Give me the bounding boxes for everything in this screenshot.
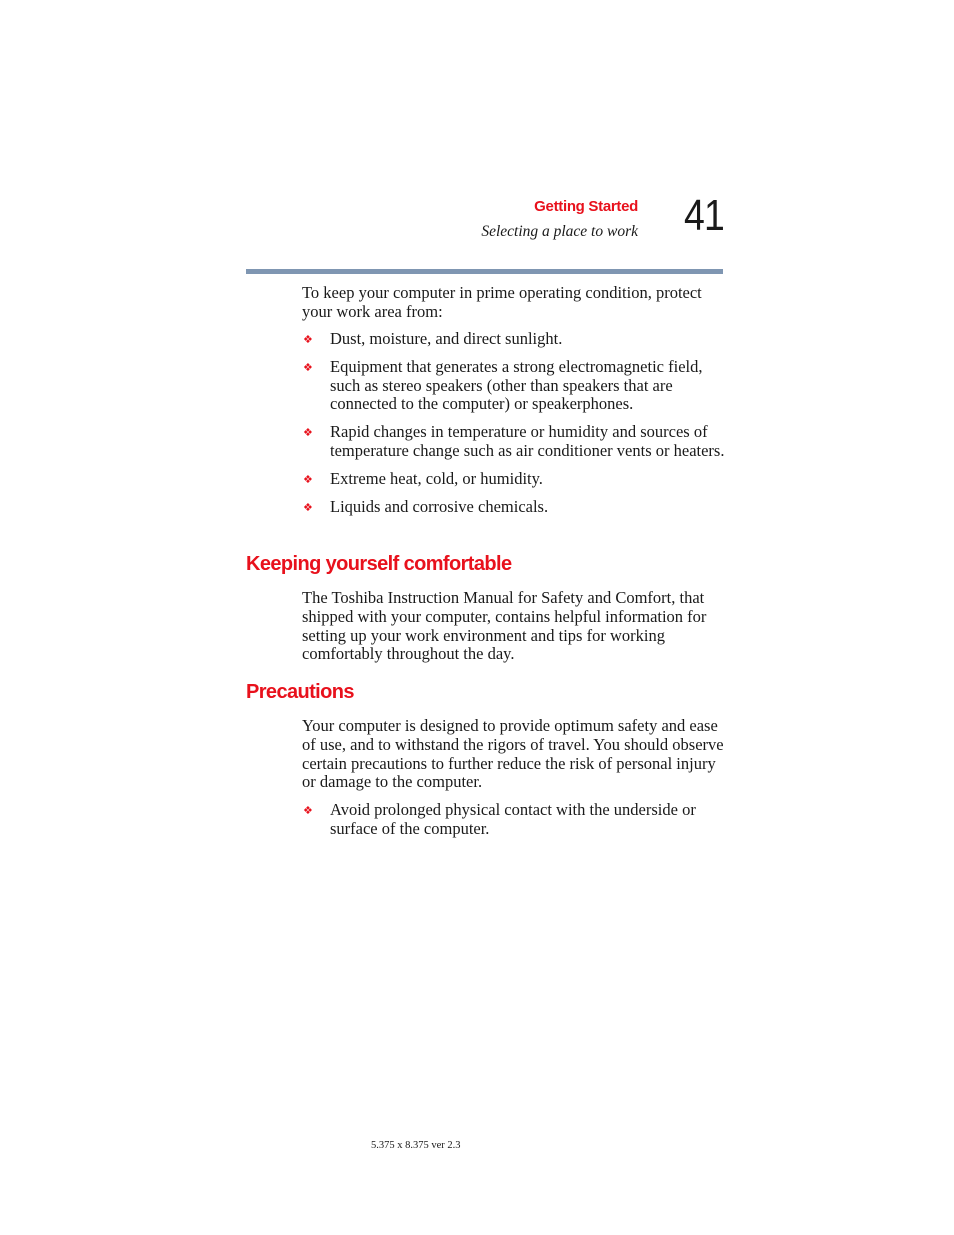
list-item <box>302 423 727 461</box>
intro-paragraph: To keep your computer in prime operating condition, protect your work area from: <box>302 283 702 321</box>
list-item-text: Equipment that generates a strong electromagnetic field, such as stereo speakers (other than speakers that are connected to the computer) or speakerphones. <box>330 356 703 414</box>
list-item-text: Extreme heat, cold, or humidity. <box>330 468 543 488</box>
heading-keeping-comfortable: Keeping yourself comfortable <box>246 553 512 575</box>
diamond-bullet-icon: ❖ <box>303 472 313 486</box>
list-item <box>302 801 727 839</box>
page-number: 41 <box>684 191 724 240</box>
precautions-paragraph: Your computer is designed to provide optimum safety and ease of use, and to withstand the rigors of travel. You should observe certain precautions to further reduce the risk of personal injury or damage to the computer. <box>302 716 724 792</box>
section-title: Selecting a place to work <box>481 223 638 240</box>
header-rule <box>246 269 723 274</box>
heading-precautions: Precautions <box>246 681 354 703</box>
precautions-list <box>302 801 727 848</box>
list-item-text: Rapid changes in temperature or humidity and sources of temperature change such as air conditioner vents or heaters. <box>330 422 725 460</box>
footer-version-note: 5.375 x 8.375 ver 2.3 <box>371 1140 461 1151</box>
diamond-bullet-icon: ❖ <box>303 804 313 817</box>
list-item-text: Liquids and corrosive chemicals. <box>330 496 549 516</box>
list-item <box>302 358 727 414</box>
diamond-bullet-icon: ❖ <box>303 360 313 374</box>
protect-list <box>302 330 727 525</box>
list-item <box>302 498 727 517</box>
diamond-bullet-icon: ❖ <box>303 333 313 346</box>
diamond-bullet-icon: ❖ <box>303 500 313 514</box>
list-item <box>302 330 727 349</box>
diamond-bullet-icon: ❖ <box>303 426 313 440</box>
list-item-text: Dust, moisture, and direct sunlight. <box>330 329 563 348</box>
chapter-title: Getting Started <box>534 198 638 215</box>
list-item <box>302 470 727 489</box>
comfort-paragraph: The Toshiba Instruction Manual for Safety and Comfort, that shipped with your computer, contains helpful information for setting up your work environment and tips for working comfortably throughout the day. <box>302 588 707 664</box>
list-item-text: Avoid prolonged physical contact with the underside or surface of the computer. <box>330 800 696 838</box>
